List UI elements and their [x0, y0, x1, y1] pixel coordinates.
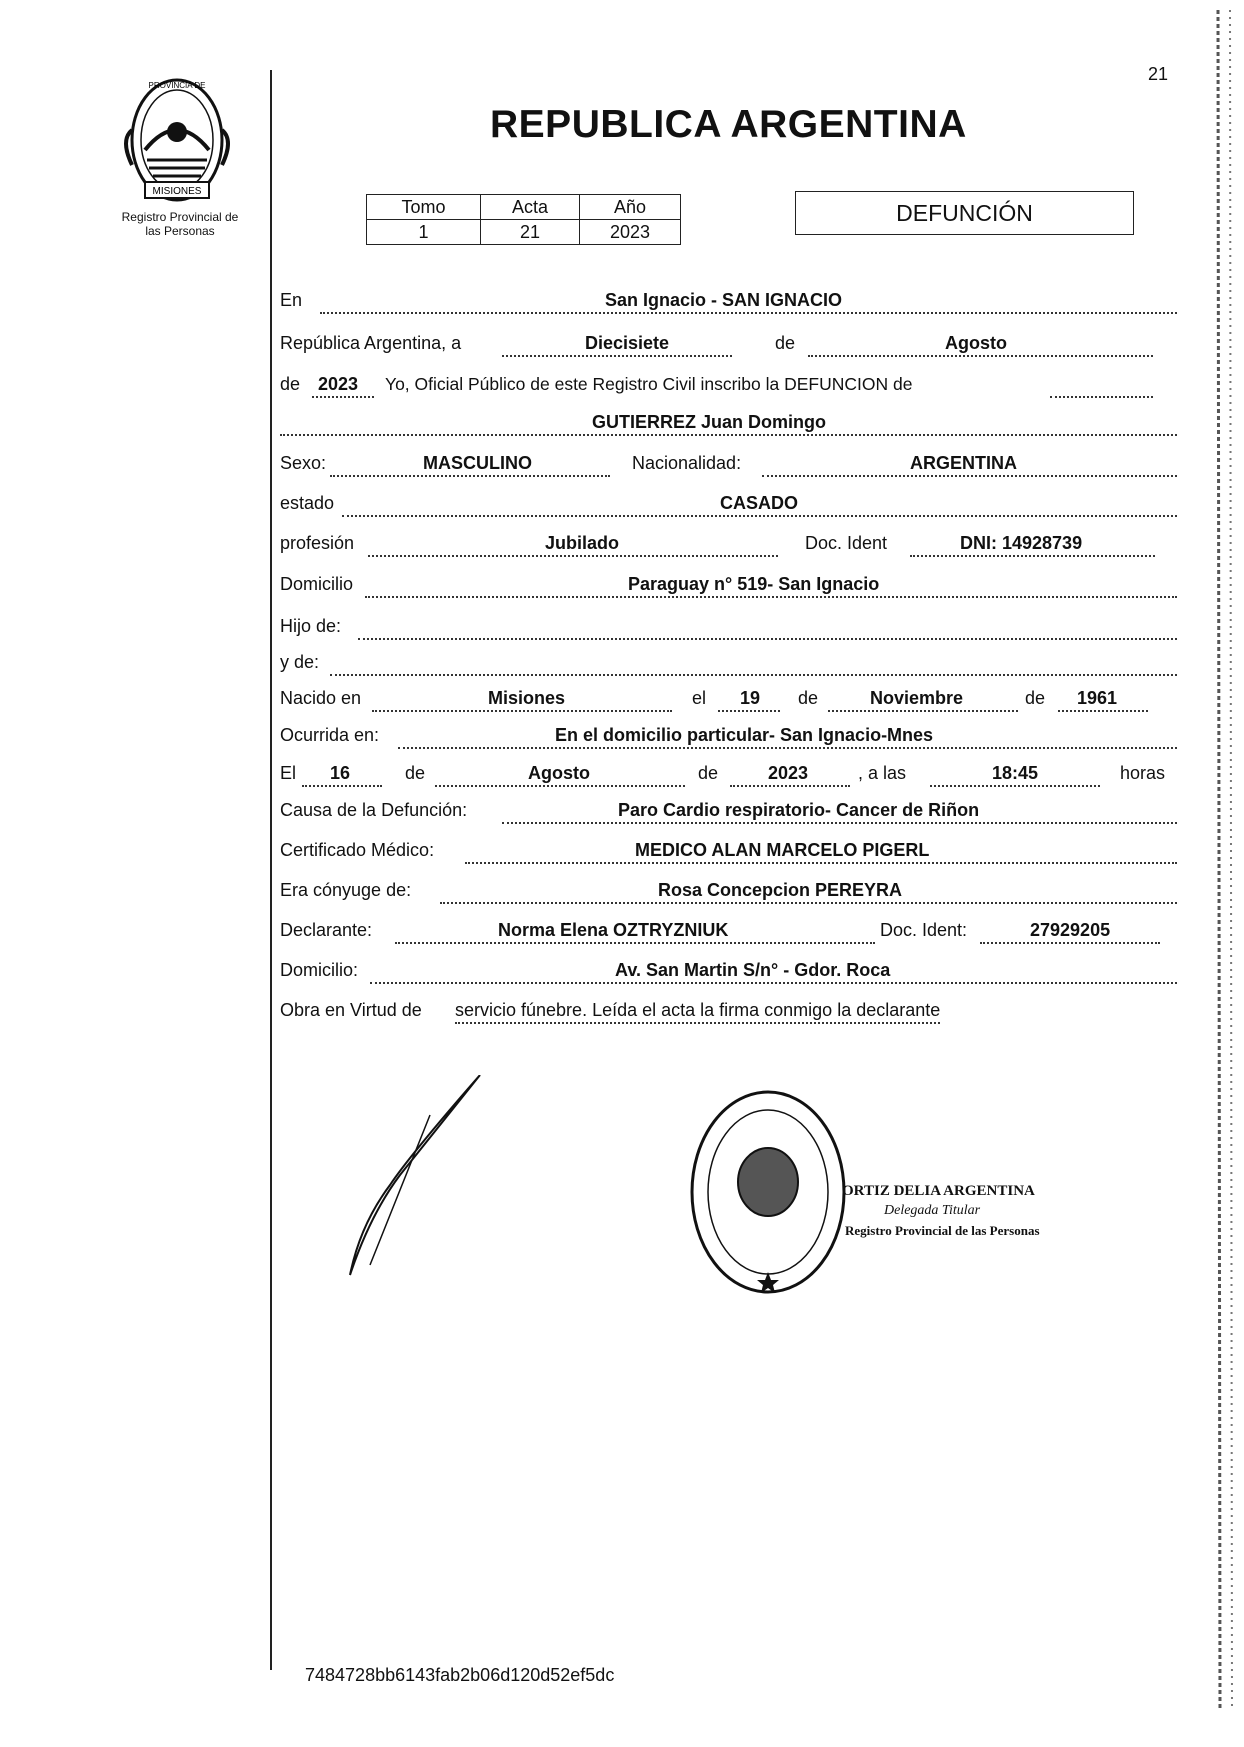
nacido-label: Nacido en [280, 688, 362, 708]
ocurrida-value: En el domicilio particular- San Ignacio-Mnes [555, 725, 934, 745]
row-hijo [280, 616, 1177, 642]
dotted-line [280, 434, 1177, 436]
el-label: el [692, 688, 707, 708]
dotted-line [358, 638, 1177, 640]
dotted-line [910, 555, 1155, 557]
profesion-value: Jubilado [545, 533, 620, 553]
nacido-anio: 1961 [1077, 688, 1118, 708]
dotted-line [762, 475, 1177, 477]
row-domicilio2 [280, 960, 1177, 986]
certificado-label: Certificado Médico: [280, 840, 435, 860]
row-estado [280, 493, 1177, 519]
profesion-label: profesión [280, 533, 355, 553]
registry-label [100, 210, 260, 238]
de-label-2: de [280, 374, 301, 394]
dotted-line [368, 555, 778, 557]
alas-label: , a las [858, 763, 907, 783]
causa-label: Causa de la Defunción: [280, 800, 468, 820]
svg-text:PROVINCIA DE: PROVINCIA DE [148, 81, 206, 90]
page-title: REPUBLICA ARGENTINA [490, 103, 967, 146]
dotted-line [718, 710, 780, 712]
el2-label: El [280, 763, 297, 783]
row-fecha-muerte [280, 763, 1177, 789]
record-table [366, 194, 681, 245]
de-label-3: de [798, 688, 819, 708]
scan-edge-noise [1190, 10, 1240, 1710]
tomo-header: Tomo [367, 195, 481, 220]
dotted-line [730, 785, 850, 787]
year: 2023 [318, 374, 359, 394]
dotted-line [302, 785, 382, 787]
dotted-line [372, 710, 672, 712]
conyuge-value: Rosa Concepcion PEREYRA [658, 880, 903, 900]
en-label: En [280, 290, 303, 310]
declarante-value: Norma Elena OZTRYZNIUK [498, 920, 729, 940]
republica-label: República Argentina, a [280, 333, 462, 353]
registry-label-line1: Registro Provincial de [121, 210, 239, 224]
row-declarante [280, 920, 1177, 946]
official-role: Delegada Titular [884, 1203, 981, 1218]
dotted-line [330, 674, 1177, 676]
inscribo-text: Yo, Oficial Público de este Registro Civil inscribo la DEFUNCION de [385, 374, 913, 394]
doc2-value: 27929205 [1030, 920, 1111, 940]
horas-label: horas [1120, 763, 1166, 783]
domicilio2-value: Av. San Martin S/n° - Gdor. Roca [615, 960, 891, 980]
svg-text:MISIONES: MISIONES [152, 186, 202, 197]
domicilio-value: Paraguay n° 519- San Ignacio [628, 574, 880, 594]
nacido-dia: 19 [740, 688, 761, 708]
dotted-line [320, 312, 1177, 314]
row-nombre [280, 412, 1177, 438]
estado-value: CASADO [720, 493, 799, 513]
estado-label: estado [280, 493, 335, 513]
dotted-line [980, 942, 1160, 944]
acta-value: 21 [481, 220, 580, 245]
nacionalidad-value: ARGENTINA [910, 453, 1017, 473]
dotted-line [808, 355, 1153, 357]
page-number: 21 [1148, 64, 1169, 84]
anio-value: 2023 [580, 220, 681, 245]
official-org: Registro Provincial de las Personas [845, 1223, 1040, 1238]
sexo-label: Sexo: [280, 453, 327, 473]
registry-label-line2: las Personas [145, 224, 215, 238]
hijo-label: Hijo de: [280, 616, 342, 636]
obra-value: servicio fúnebre. Leída el acta la firma conmigo la declarante [455, 1000, 940, 1024]
de-label-5: de [405, 763, 426, 783]
dotted-line [435, 785, 685, 787]
row-yde [280, 652, 1177, 678]
row-inscribo [280, 374, 1177, 400]
domicilio2-label: Domicilio: [280, 960, 359, 980]
record-type-box: DEFUNCIÓN [795, 191, 1134, 235]
tomo-value: 1 [367, 220, 481, 245]
handwritten-signature [330, 1075, 490, 1285]
dotted-line [1050, 396, 1153, 398]
doc-value: DNI: 14928739 [960, 533, 1083, 553]
doc2-label: Doc. Ident: [880, 920, 968, 940]
yde-label: y de: [280, 652, 320, 672]
muerte-mes: Agosto [528, 763, 590, 783]
dotted-line [930, 785, 1100, 787]
row-nacido [280, 688, 1177, 714]
dotted-line [365, 596, 1177, 598]
nacionalidad-label: Nacionalidad: [632, 453, 742, 473]
de-label-4: de [1025, 688, 1046, 708]
anio-header: Año [580, 195, 681, 220]
row-causa [280, 800, 1177, 826]
de-label: de [775, 333, 796, 353]
day-words: Diecisiete [585, 333, 670, 353]
margin-rule [270, 70, 272, 1670]
dotted-line [502, 355, 732, 357]
dotted-line [330, 475, 610, 477]
hora: 18:45 [992, 763, 1039, 783]
row-ocurrida [280, 725, 1177, 751]
dotted-line [1058, 710, 1148, 712]
row-domicilio [280, 574, 1177, 600]
deceased-name: GUTIERREZ Juan Domingo [592, 412, 826, 432]
ocurrida-label: Ocurrida en: [280, 725, 380, 745]
acta-header: Acta [481, 195, 580, 220]
dotted-line [440, 902, 1177, 904]
doc-label: Doc. Ident [805, 533, 888, 553]
certificado-value: MEDICO ALAN MARCELO PIGERL [635, 840, 930, 860]
official-seal [688, 1087, 848, 1297]
provincial-crest [115, 70, 240, 210]
dotted-line [828, 710, 1018, 712]
official-name: ORTIZ DELIA ARGENTINA [842, 1183, 1035, 1199]
muerte-anio: 2023 [768, 763, 809, 783]
domicilio-label: Domicilio [280, 574, 354, 594]
dotted-line [370, 982, 1177, 984]
document-hash: 7484728bb6143fab2b06d120d52ef5dc [305, 1665, 615, 1685]
de-label-6: de [698, 763, 719, 783]
row-fecha [280, 333, 1177, 359]
obra-text: Obra en Virtud de [280, 1000, 422, 1020]
row-profesion [280, 533, 1177, 559]
month: Agosto [945, 333, 1007, 353]
dotted-line [342, 515, 1177, 517]
row-conyuge [280, 880, 1177, 906]
sexo-value: MASCULINO [423, 453, 532, 473]
muerte-dia: 16 [330, 763, 351, 783]
en-value: San Ignacio - SAN IGNACIO [605, 290, 843, 310]
declarante-label: Declarante: [280, 920, 373, 940]
row-certificado [280, 840, 1177, 866]
row-obra [280, 1000, 1177, 1026]
dotted-line [395, 942, 875, 944]
row-sexo [280, 453, 1177, 479]
nacido-mes: Noviembre [870, 688, 964, 708]
nacido-lugar: Misiones [488, 688, 566, 708]
causa-value: Paro Cardio respiratorio- Cancer de Riñon [618, 800, 980, 820]
dotted-line [465, 862, 1177, 864]
dotted-line [398, 747, 1177, 749]
dotted-line [312, 396, 374, 398]
row-en [280, 290, 1177, 316]
conyuge-label: Era cónyuge de: [280, 880, 412, 900]
dotted-line [502, 822, 1177, 824]
